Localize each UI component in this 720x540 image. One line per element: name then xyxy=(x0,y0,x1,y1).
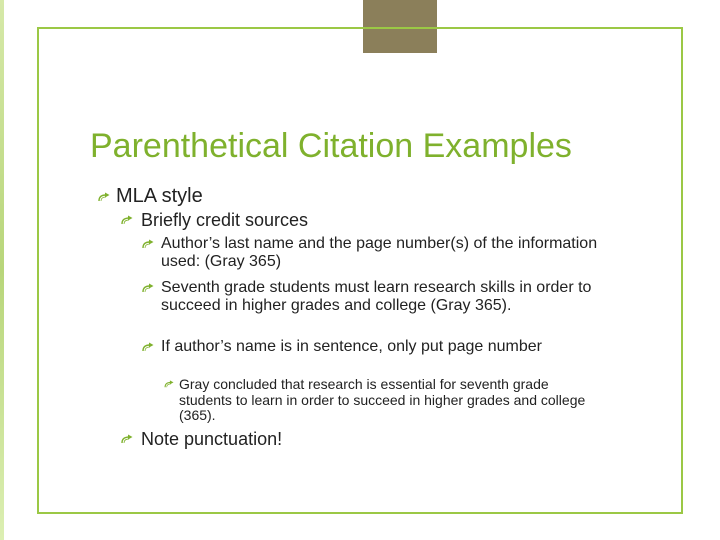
bullet-if-author-name xyxy=(142,338,631,356)
left-edge-decoration xyxy=(0,0,4,540)
curved-arrow-icon xyxy=(121,428,141,444)
bullet-author-last-name xyxy=(142,235,631,271)
bullet-seventh-grade xyxy=(142,279,631,315)
curved-arrow-icon xyxy=(142,279,161,293)
bullet-gray-concluded xyxy=(164,377,599,424)
curved-arrow-icon xyxy=(142,235,161,249)
bullet-mla-style xyxy=(98,185,203,207)
curved-arrow-icon xyxy=(142,338,161,352)
bullet-text: Note punctuation! xyxy=(141,429,283,449)
bullet-note-punctuation xyxy=(121,428,282,450)
bullet-text: Seventh grade students must learn research skills in order to succeed in higher grades and college (Gray 365). xyxy=(161,279,592,314)
bullet-text: Briefly credit sources xyxy=(141,210,309,230)
curved-arrow-icon xyxy=(121,209,141,225)
bullet-text: Gray concluded that research is essential for seventh grade students to learn in order to succeed in higher grades and college (365). xyxy=(179,376,586,423)
bullet-text: Author’s last name and the page number(s) of the information used: (Gray 365) xyxy=(161,235,598,270)
bullet-text: MLA style xyxy=(116,185,203,207)
curved-arrow-icon xyxy=(98,185,116,202)
slide-title: Parenthetical Citation Examples xyxy=(90,127,572,165)
bullet-briefly-credit-sources xyxy=(121,209,308,231)
bullet-text: If author’s name is in sentence, only put page number xyxy=(161,338,542,355)
curved-arrow-icon xyxy=(164,377,179,388)
